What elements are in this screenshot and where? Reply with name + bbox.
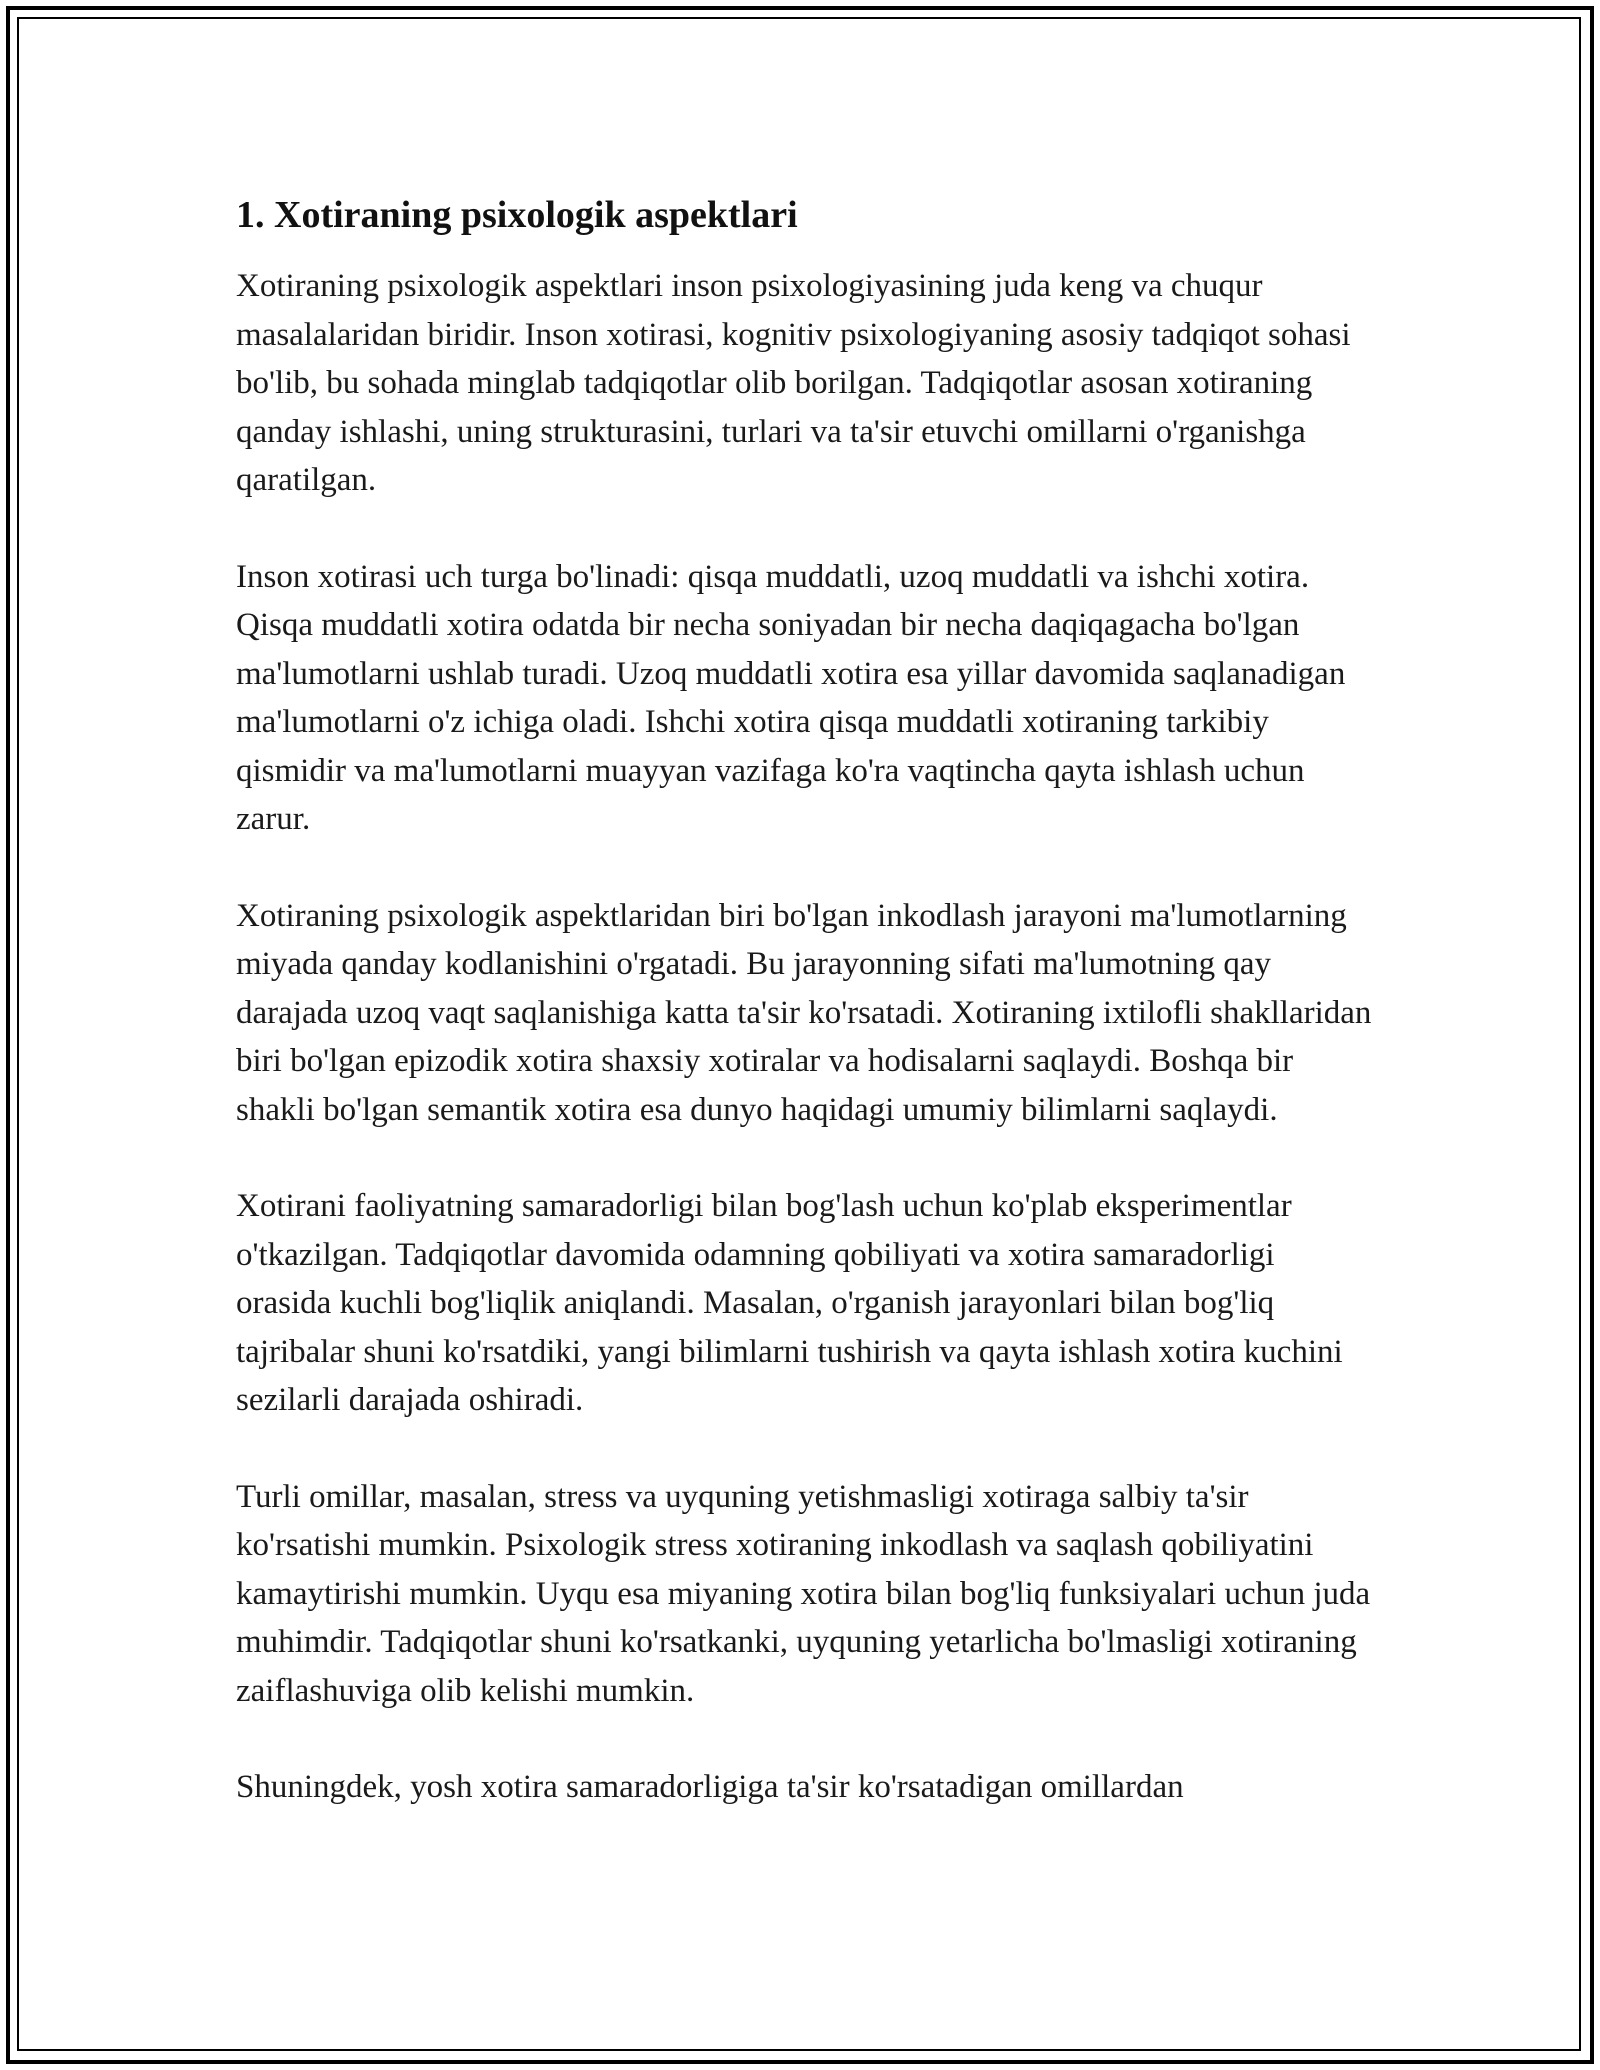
- paragraph-3: Xotiraning psixologik aspektlaridan biri bo'lgan inkodlash jarayoni ma'lumotlarning miyada qanday kodlanishini o'rgatadi. Bu jarayonning sifati ma'lumotning qay darajada uzoq vaqt saqlanishiga katta ta'sir ko'rsatadi. Xotiraning ixtilofli shakllaridan biri bo'lgan epizodik xotira shaxsiy xotiralar va hodisalarni saqlaydi. Boshqa bir shakli bo'lgan semantik xotira esa dunyo haqidagi umumiy bilimlarni saqlaydi.: [236, 897, 1372, 1128]
- document-body: [236, 186, 1376, 1860]
- paragraph-1: Xotiraning psixologik aspektlari inson psixologiyasining juda keng va chuqur masalalaridan biridir. Inson xotirasi, kognitiv psixologiyaning asosiy tadqiqot sohasi bo'lib, bu sohada minglab tadqiqotlar olib borilgan. Tadqiqotlar asosan xotiraning qanday ishlashi, uning strukturasini, turlari va ta'sir etuvchi omillarni o'rganishga qaratilgan.: [236, 268, 1351, 498]
- paragraph-5: Turli omillar, masalan, stress va uyquning yetishmasligi xotiraga salbiy ta'sir ko'rsatishi mumkin. Psixologik stress xotiraning inkodlash va saqlash qobiliyatini kamaytirishi mumkin. Uyqu esa miyaning xotira bilan bog'liq funksiyalari uchun juda muhimdir. Tadqiqotlar shuni ko'rsatkanki, uyquning yetarlicha bo'lmasligi xotiraning zaiflashuviga olib kelishi mumkin.: [236, 1478, 1371, 1709]
- paragraph-4: Xotirani faoliyatning samaradorligi bilan bog'lash uchun ko'plab eksperimentlar o'tkazilgan. Tadqiqotlar davomida odamning qobiliyati va xotira samaradorligi orasida kuchli bog'liqlik aniqlandi. Masalan, o'rganish jarayonlari bilan bog'liq tajribalar shuni ko'rsatdiki, yangi bilimlarni tushirish va qayta ishlash xotira kuchini sezilarli darajada oshiradi.: [236, 1188, 1343, 1418]
- section-heading: 1. Xotiraning psixologik aspektlari: [236, 194, 798, 236]
- paragraph-2: Inson xotirasi uch turga bo'linadi: qisqa muddatli, uzoq muddatli va ishchi xotira. Qisqa muddatli xotira odatda bir necha soniyadan bir necha daqiqagacha bo'lgan ma'lumotlarni ushlab turadi. Uzoq muddatli xotira esa yillar davomida saqlanadigan ma'lumotlarni o'z ichiga oladi. Ishchi xotira qisqa muddatli xotiraning tarkibiy qismidir va ma'lumotlarni muayyan vazifaga ko'ra vaqtincha qayta ishlash uchun zarur.: [236, 558, 1346, 837]
- paragraph-6: Shuningdek, yosh xotira samaradorligiga ta'sir ko'rsatadigan omillardan: [236, 1769, 1184, 1805]
